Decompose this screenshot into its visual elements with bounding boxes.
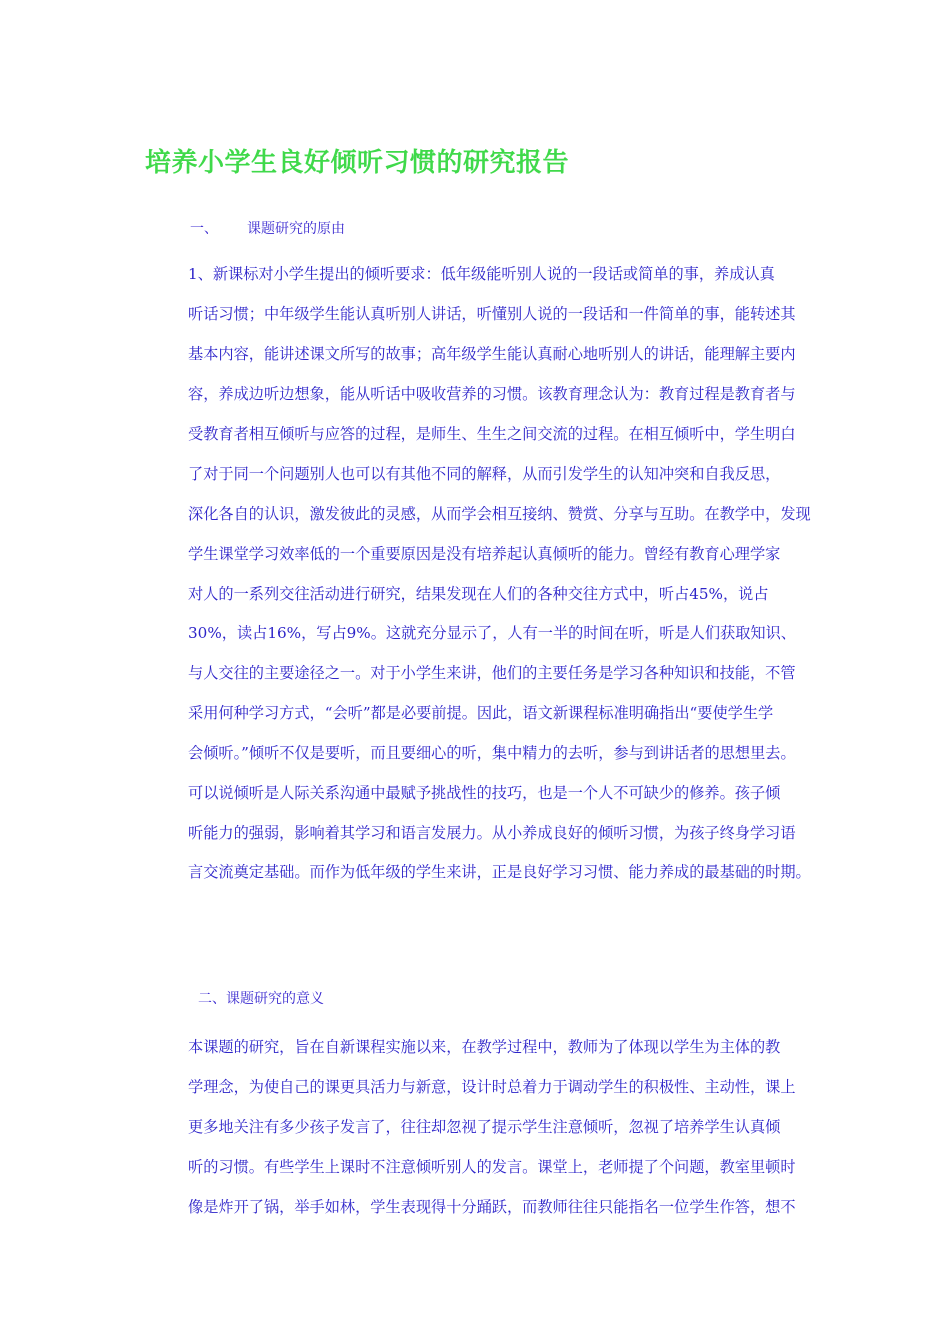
section-1-line: 基本内容，能讲述课文所写的故事；高年级学生能认真耐心地听别人的讲话，能理解主要内 xyxy=(188,345,796,363)
section-1-line: 深化各自的认识，激发彼此的灵感，从而学会相互接纳、赞赏、分享与互助。在教学中，发现 xyxy=(188,505,811,523)
section-1-line: 学生课堂学习效率低的一个重要原因是没有培养起认真倾听的能力。曾经有教育心理学家 xyxy=(188,545,781,563)
section-1-line: 与人交往的主要途径之一。对于小学生来讲，他们的主要任务是学习各种知识和技能，不管 xyxy=(188,664,796,682)
section-1-line: 言交流奠定基础。而作为低年级的学生来讲，正是良好学习习惯、能力养成的最基础的时期。 xyxy=(188,863,811,881)
section-1-number: 一、 xyxy=(190,221,218,237)
document-title: 培养小学生良好倾听习惯的研究报告 xyxy=(145,148,570,178)
section-2-line: 学理念，为使自己的课更具活力与新意，设计时总着力于调动学生的积极性、主动性，课上 xyxy=(188,1078,796,1096)
section-2-line: 像是炸开了锅，举手如林，学生表现得十分踊跃，而教师往往只能指名一位学生作答，想不 xyxy=(188,1198,796,1216)
section-1-line: 1、新课标对小学生提出的倾听要求：低年级能听别人说的一段话或简单的事，养成认真 xyxy=(188,265,775,283)
section-2-line: 本课题的研究，旨在自新课程实施以来，在教学过程中，教师为了体现以学生为主体的教 xyxy=(188,1038,781,1056)
section-1-line: 可以说倾听是人际关系沟通中最赋予挑战性的技巧，也是一个人不可缺少的修养。孩子倾 xyxy=(188,784,781,802)
section-1-line: 听话习惯；中年级学生能认真听别人讲话，听懂别人说的一段话和一件简单的事，能转述其 xyxy=(188,305,796,323)
section-1-line: 了对于同一个问题别人也可以有其他不同的解释，从而引发学生的认知冲突和自我反思， xyxy=(188,465,781,483)
section-2-line: 更多地关注有多少孩子发言了，往往却忽视了提示学生注意倾听，忽视了培养学生认真倾 xyxy=(188,1118,781,1136)
section-1-line: 会倾听。”倾听不仅是要听，而且要细心的听，集中精力的去听，参与到讲话者的思想里去。 xyxy=(188,744,796,762)
section-2-heading: 二、课题研究的意义 xyxy=(198,991,324,1007)
section-1-line: 听能力的强弱，影响着其学习和语言发展力。从小养成良好的倾听习惯，为孩子终身学习语 xyxy=(188,824,796,842)
section-1-heading xyxy=(190,218,345,238)
section-1-line: 容，养成边听边想象，能从听话中吸收营养的习惯。该教育理念认为：教育过程是教育者与 xyxy=(188,385,796,403)
section-1-line: 对人的一系列交往活动进行研究，结果发现在人们的各种交往方式中，听占45%，说占 xyxy=(188,585,769,603)
section-1-heading-text: 课题研究的原由 xyxy=(247,221,345,237)
section-2-line: 听的习惯。有些学生上课时不注意倾听别人的发言。课堂上，老师提了个问题，教室里顿时 xyxy=(188,1158,796,1176)
section-1-line: 30%，读占16%，写占9%。这就充分显示了，人有一半的时间在听，听是人们获取知识、 xyxy=(188,624,796,642)
section-1-line: 受教育者相互倾听与应答的过程，是师生、生生之间交流的过程。在相互倾听中，学生明白 xyxy=(188,425,796,443)
section-1-line: 采用何种学习方式，“会听”都是必要前提。因此，语文新课程标准明确指出“要使学生学 xyxy=(188,704,774,722)
